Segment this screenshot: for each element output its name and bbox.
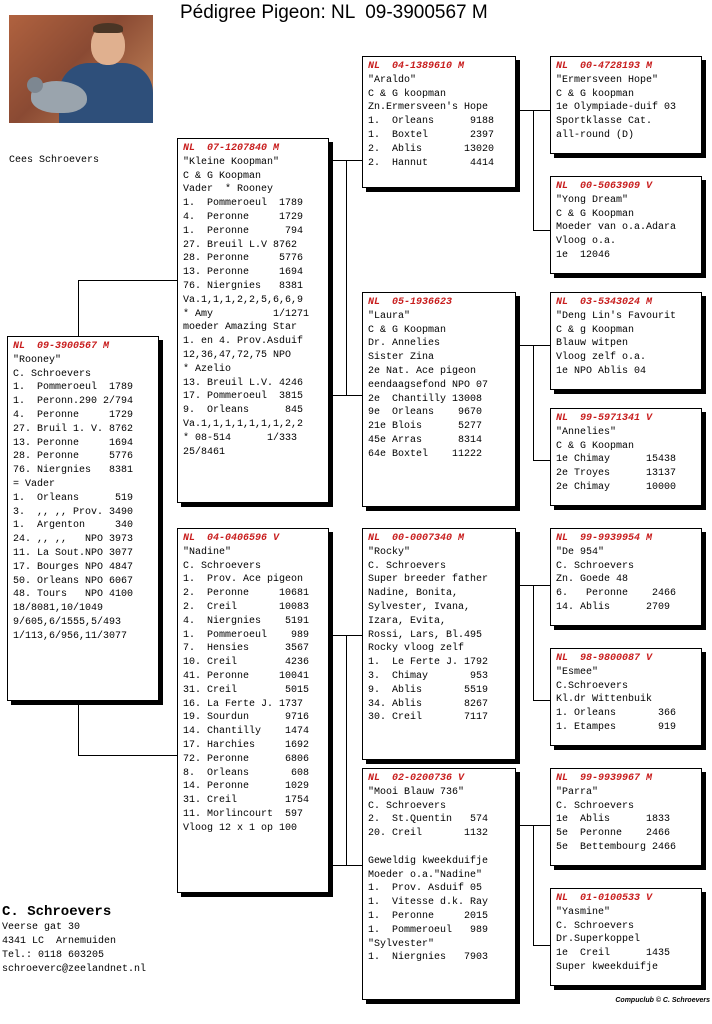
pedigree-line: 28. Peronne 5776 [13, 451, 134, 463]
pedigree-line: 17. Harchies 1692 [183, 739, 310, 751]
pedigree-line: 14. Peronne 1029 [183, 781, 310, 793]
ring-number: NL 03-5343024 M [556, 297, 653, 308]
pedigree-line: 1e Olympiade-duif 03 [556, 102, 677, 114]
connector-line [533, 110, 550, 111]
pigeon-name: "Esmee" [556, 666, 599, 678]
pedigree-line: 1. Peronn.290 2/794 [13, 396, 134, 408]
pedigree-line: 9. Ablis 5519 [368, 684, 489, 696]
pedigree-line: 1. Le Ferte J. 1792 [368, 657, 489, 669]
pedigree-line: 2e Chantilly 13008 [368, 393, 483, 405]
pigeon-name: "Annelies" [556, 426, 617, 438]
pedigree-line: 1. Niergnies 7903 [368, 952, 489, 964]
connector-line [346, 865, 362, 866]
pedigree-line: C & G Koopman [368, 324, 447, 336]
pedigree-line: 27. Breuil L.V 8762 [183, 239, 298, 251]
pedigree-line: 14. Ablis 2709 [556, 601, 671, 613]
pedigree-line: Blauw witpen [556, 338, 629, 350]
pedigree-line: 45e Arras 8314 [368, 434, 483, 446]
connector-line [533, 825, 534, 946]
ring-number: NL 01-0100533 V [556, 893, 653, 904]
pedigree-line: Dr.Superkoppel [556, 934, 641, 946]
pedigree-line: 28. Peronne 5776 [183, 253, 304, 265]
page-title: Pédigree Pigeon: NL 09-3900567 M [180, 2, 488, 23]
connector-line [330, 160, 346, 161]
pedigree-line: 13. Peronne 1694 [183, 267, 304, 279]
pedigree-line: 13. Breuil L.V. 4246 [183, 377, 304, 389]
connector-line [346, 160, 347, 396]
pedigree-line: 50. Orleans NPO 6067 [13, 575, 134, 587]
pigeon-name: "Rocky" [368, 546, 411, 558]
man-holding-pigeon-photo [9, 15, 153, 123]
ring-number: NL 04-1389610 M [368, 61, 465, 72]
pedigree-line: Sister Zina [368, 352, 435, 364]
pedigree-box-dam-sire-sire [550, 528, 702, 626]
ring-number: NL 09-3900567 M [13, 341, 110, 352]
pedigree-line: 9/605,6/1555,5/493 [13, 616, 122, 628]
pedigree-line: 5e Bettembourg 2466 [556, 841, 677, 853]
pedigree-line: Moeder van o.a.Adara [556, 222, 677, 234]
ring-number: NL 00-5063909 V [556, 181, 653, 192]
pedigree-line: 1e 12046 [556, 249, 611, 261]
pedigree-line: 7. Hensies 3567 [183, 643, 310, 655]
connector-line [346, 635, 362, 636]
connector-line [78, 700, 79, 756]
connector-line [516, 110, 533, 111]
pedigree-line: 1. Pommeroeul 989 [183, 629, 310, 641]
pedigree-line: 4. Peronne 1729 [183, 211, 304, 223]
pedigree-line: 1. Prov. Ace pigeon [183, 574, 304, 586]
pedigree-line: 24. ,, ,, NPO 3973 [13, 534, 134, 546]
pedigree-line: 1. Orleans 519 [13, 492, 134, 504]
pedigree-line: 2. Creil 10083 [183, 601, 310, 613]
pedigree-line: Zn.Ermersveen's Hope [368, 102, 489, 114]
pedigree-line: Zn. Goede 48 [556, 574, 629, 586]
pedigree-line: C. Schroevers [556, 920, 635, 932]
pigeon-name: "Parra" [556, 786, 599, 798]
pedigree-line: 1. Argenton 340 [13, 520, 134, 532]
pedigree-line: 10. Creil 4236 [183, 657, 310, 669]
connector-line [78, 755, 177, 756]
pedigree-line: 1. Peronne 2015 [368, 910, 489, 922]
connector-line [533, 585, 550, 586]
connector-line [346, 395, 362, 396]
contact-city: 4341 LC Arnemuiden [2, 936, 117, 947]
pedigree-line: 2e Chimay 10000 [556, 481, 677, 493]
pedigree-line: 17. Pommeroeul 3815 [183, 391, 304, 403]
pedigree-line: = Vader [13, 478, 56, 490]
ring-number: NL 07-1207840 M [183, 143, 280, 154]
connector-line [330, 635, 346, 636]
pedigree-line: 1e NPO Ablis 04 [556, 365, 647, 377]
owner-caption: Cees Schroevers [9, 155, 100, 166]
pedigree-line: 2. Ablis 13020 [368, 143, 495, 155]
pedigree-line: 1. en 4. Prov.Asduif [183, 336, 304, 348]
pedigree-line: C & G koopman [368, 88, 447, 100]
pedigree-line: Va.1,1,1,1,1,1,1,2,2 [183, 418, 304, 430]
pedigree-line: 14. Chantilly 1474 [183, 726, 310, 738]
pedigree-line: 11. La Sout.NPO 3077 [13, 547, 134, 559]
pedigree-line: 1/113,6/956,11/3077 [13, 630, 128, 642]
pedigree-line: C & G koopman [556, 88, 635, 100]
pedigree-line: 2e Nat. Ace pigeon [368, 365, 477, 377]
pigeon-name: "Yong Dream" [556, 194, 629, 206]
pedigree-line: 34. Ablis 8267 [368, 698, 489, 710]
pedigree-line: Vloog o.a. [556, 236, 617, 248]
pedigree-line: 16. La Ferte J. 1737 [183, 698, 304, 710]
pedigree-line: 1. Peronne 794 [183, 225, 304, 237]
pedigree-line: Rocky vloog zelf [368, 643, 465, 655]
pedigree-line: * 08-514 1/333 [183, 432, 298, 444]
pigeon-name: "Laura" [368, 310, 411, 322]
pedigree-line: 72. Peronne 6806 [183, 753, 310, 765]
pedigree-line: C. Schroevers [368, 560, 447, 572]
connector-line [78, 280, 177, 281]
pedigree-line: 1. Orleans 9188 [368, 116, 495, 128]
pedigree-line: Kl.dr Wittenbuik [556, 694, 653, 706]
contact-phone: Tel.: 0118 603205 [2, 950, 105, 961]
connector-line [533, 585, 534, 701]
pigeon-name: "Araldo" [368, 74, 417, 86]
connector-line [533, 945, 550, 946]
pedigree-box-dam-sire-dam [550, 648, 702, 746]
pedigree-line: Rossi, Lars, Bl.495 [368, 629, 483, 641]
pedigree-line: 17. Bourges NPO 4847 [13, 561, 134, 573]
pedigree-line: 1. Boxtel 2397 [368, 129, 495, 141]
connector-line [533, 110, 534, 231]
pedigree-line: eendaagsefond NPO 07 [368, 379, 489, 391]
pedigree-line: Sportklasse Cat. [556, 116, 653, 128]
pedigree-line: C & G Koopman [183, 170, 262, 182]
pedigree-line: 1. Pommeroeul 1789 [13, 382, 134, 394]
pedigree-box-dam-dam-sire [550, 768, 702, 866]
connector-line [516, 825, 533, 826]
pedigree-box-dam [177, 528, 329, 893]
pedigree-line: 31. Creil 5015 [183, 684, 310, 696]
pedigree-line: C. Schroevers [556, 800, 635, 812]
pedigree-line: 2e Troyes 13137 [556, 468, 677, 480]
pedigree-line: 3. Chimay 953 [368, 670, 489, 682]
pedigree-line: C & G Koopman [556, 440, 635, 452]
pedigree-line: 2. Hannut 4414 [368, 157, 495, 169]
pedigree-line: 5e Peronne 2466 [556, 828, 671, 840]
contact-email[interactable]: schroeverc@zeelandnet.nl [2, 964, 147, 975]
pedigree-line: Sylvester, Ivana, [368, 601, 471, 613]
pedigree-line: 1e Chimay 15438 [556, 454, 677, 466]
pedigree-line: 20. Creil 1132 [368, 828, 489, 840]
pedigree-line: 1. Pommeroeul 1789 [183, 198, 304, 210]
pedigree-line: 1. Etampes 919 [556, 721, 677, 733]
pigeon-name: "Yasmine" [556, 906, 611, 918]
pedigree-line: 9. Orleans 845 [183, 405, 304, 417]
pedigree-line: "Sylvester" [368, 938, 435, 950]
pedigree-line: 76. Niergnies 8381 [13, 465, 134, 477]
pedigree-line: 25/8461 [183, 446, 226, 458]
connector-line [78, 280, 79, 336]
pedigree-line: 76. Niergnies 8381 [183, 280, 304, 292]
pedigree-line: 1e Creil 1435 [556, 948, 671, 960]
pedigree-line: C. Schroevers [183, 560, 262, 572]
ring-number: NL 99-5971341 V [556, 413, 653, 424]
pedigree-line: 4. Niergnies 5191 [183, 615, 310, 627]
ring-number: NL 04-0406596 V [183, 533, 280, 544]
connector-line [533, 825, 550, 826]
pedigree-line: 48. Tours NPO 4100 [13, 589, 134, 601]
pedigree-box-sire [177, 138, 329, 503]
connector-line [533, 460, 550, 461]
pedigree-line: 13. Peronne 1694 [13, 437, 134, 449]
pedigree-line: Super breeder father [368, 574, 489, 586]
connector-line [533, 345, 534, 461]
pedigree-line: 1. Vitesse d.k. Ray [368, 897, 489, 909]
ring-number: NL 00-0007340 M [368, 533, 465, 544]
pedigree-line: C. Schroevers [556, 560, 635, 572]
pedigree-line: C.Schroevers [556, 680, 629, 692]
ring-number: NL 00-4728193 M [556, 61, 653, 72]
ring-number: NL 99-9939954 M [556, 533, 653, 544]
connector-line [533, 230, 550, 231]
pedigree-line: Geweldig kweekduifje [368, 855, 489, 867]
pedigree-line: 2. St.Quentin 574 [368, 814, 489, 826]
pedigree-line: 6. Peronne 2466 [556, 588, 677, 600]
pedigree-box-sire-sire-dam [550, 176, 702, 274]
pedigree-line: 3. ,, ,, Prov. 3490 [13, 506, 134, 518]
pedigree-line: C. Schroevers [13, 368, 92, 380]
contact-name: C. Schroevers [2, 904, 112, 920]
pedigree-line: Nadine, Bonita, [368, 588, 459, 600]
pigeon-name: "Nadine" [183, 546, 232, 558]
contact-address: Veerse gat 30 [2, 922, 81, 933]
pedigree-line: 27. Bruil 1. V. 8762 [13, 423, 134, 435]
pedigree-line: Izara, Evita, [368, 615, 447, 627]
pigeon-name: "Deng Lin's Favourit [556, 310, 677, 322]
pedigree-line: 9e Orleans 9670 [368, 407, 483, 419]
pedigree-box-sire-dam-sire [550, 292, 702, 390]
pedigree-line: 8. Orleans 608 [183, 767, 310, 779]
pedigree-line: 1. Pommeroeul 989 [368, 924, 489, 936]
pedigree-line: 30. Creil 7117 [368, 712, 489, 724]
pedigree-line: 21e Blois 5277 [368, 421, 483, 433]
pedigree-line: Vloog 12 x 1 op 100 [183, 822, 298, 834]
connector-line [330, 865, 346, 866]
pigeon-name: "Rooney" [13, 354, 62, 366]
pedigree-box-sire-sire-sire [550, 56, 702, 154]
pedigree-line: 1. Orleans 366 [556, 708, 677, 720]
pedigree-line: moeder Amazing Star [183, 322, 298, 334]
footer-credit: Compuclub © C. Schroevers [615, 997, 710, 1004]
ring-number: NL 02-0200736 V [368, 773, 465, 784]
connector-line [346, 635, 347, 866]
pedigree-box-self [7, 336, 159, 701]
pigeon-name: "Kleine Koopman" [183, 156, 280, 168]
connector-line [516, 345, 533, 346]
pedigree-line: 11. Morlincourt 597 [183, 808, 304, 820]
pedigree-line: 12,36,47,72,75 NPO [183, 349, 292, 361]
pigeon-name: "De 954" [556, 546, 605, 558]
pedigree-box-dam-dam [362, 768, 516, 1000]
pedigree-line: Super kweekduifje [556, 961, 659, 973]
ring-number: NL 98-9800087 V [556, 653, 653, 664]
pedigree-line: 18/8081,10/1049 [13, 603, 104, 615]
pedigree-line: Va.1,1,1,2,2,5,6,6,9 [183, 294, 304, 306]
pedigree-line: 1e Ablis 1833 [556, 814, 671, 826]
pedigree-line: all-round (D) [556, 129, 635, 141]
pedigree-box-dam-sire [362, 528, 516, 760]
pedigree-line: 1. Prov. Asduif 05 [368, 883, 483, 895]
photo-pigeon-head-shape [27, 77, 43, 93]
pedigree-line: Moeder o.a."Nadine" [368, 869, 483, 881]
pedigree-line: 2. Peronne 10681 [183, 588, 310, 600]
pedigree-line [368, 841, 510, 855]
connector-line [533, 700, 550, 701]
pedigree-line: 4. Peronne 1729 [13, 409, 134, 421]
contact-block [2, 905, 146, 977]
pedigree-line: 19. Sourdun 9716 [183, 712, 310, 724]
connector-line [516, 585, 533, 586]
pedigree-line: 31. Creil 1754 [183, 795, 310, 807]
ring-number: NL 05-1936623 [368, 297, 453, 308]
pedigree-box-sire-dam-dam [550, 408, 702, 506]
pedigree-line: C & g Koopman [556, 324, 635, 336]
pedigree-box-sire-dam [362, 292, 516, 507]
pedigree-box-sire-sire [362, 56, 516, 188]
pedigree-line: * Amy 1/1271 [183, 308, 310, 320]
pedigree-line: C. Schroevers [368, 800, 447, 812]
connector-line [533, 345, 550, 346]
pigeon-name: "Mooi Blauw 736" [368, 786, 465, 798]
pedigree-box-dam-dam-dam [550, 888, 702, 986]
ring-number: NL 99-9939967 M [556, 773, 653, 784]
pedigree-line: 41. Peronne 10041 [183, 670, 310, 682]
photo-hair-shape [93, 23, 123, 33]
pedigree-line: * Azelio [183, 363, 232, 375]
pedigree-line: Vloog zelf o.a. [556, 352, 647, 364]
pedigree-line: Vader * Rooney [183, 184, 274, 196]
pigeon-name: "Ermersveen Hope" [556, 74, 659, 86]
pedigree-line: 64e Boxtel 11222 [368, 448, 483, 460]
connector-line [330, 395, 346, 396]
pedigree-line: Dr. Annelies [368, 338, 441, 350]
connector-line [346, 160, 362, 161]
pedigree-line: C & G Koopman [556, 208, 635, 220]
